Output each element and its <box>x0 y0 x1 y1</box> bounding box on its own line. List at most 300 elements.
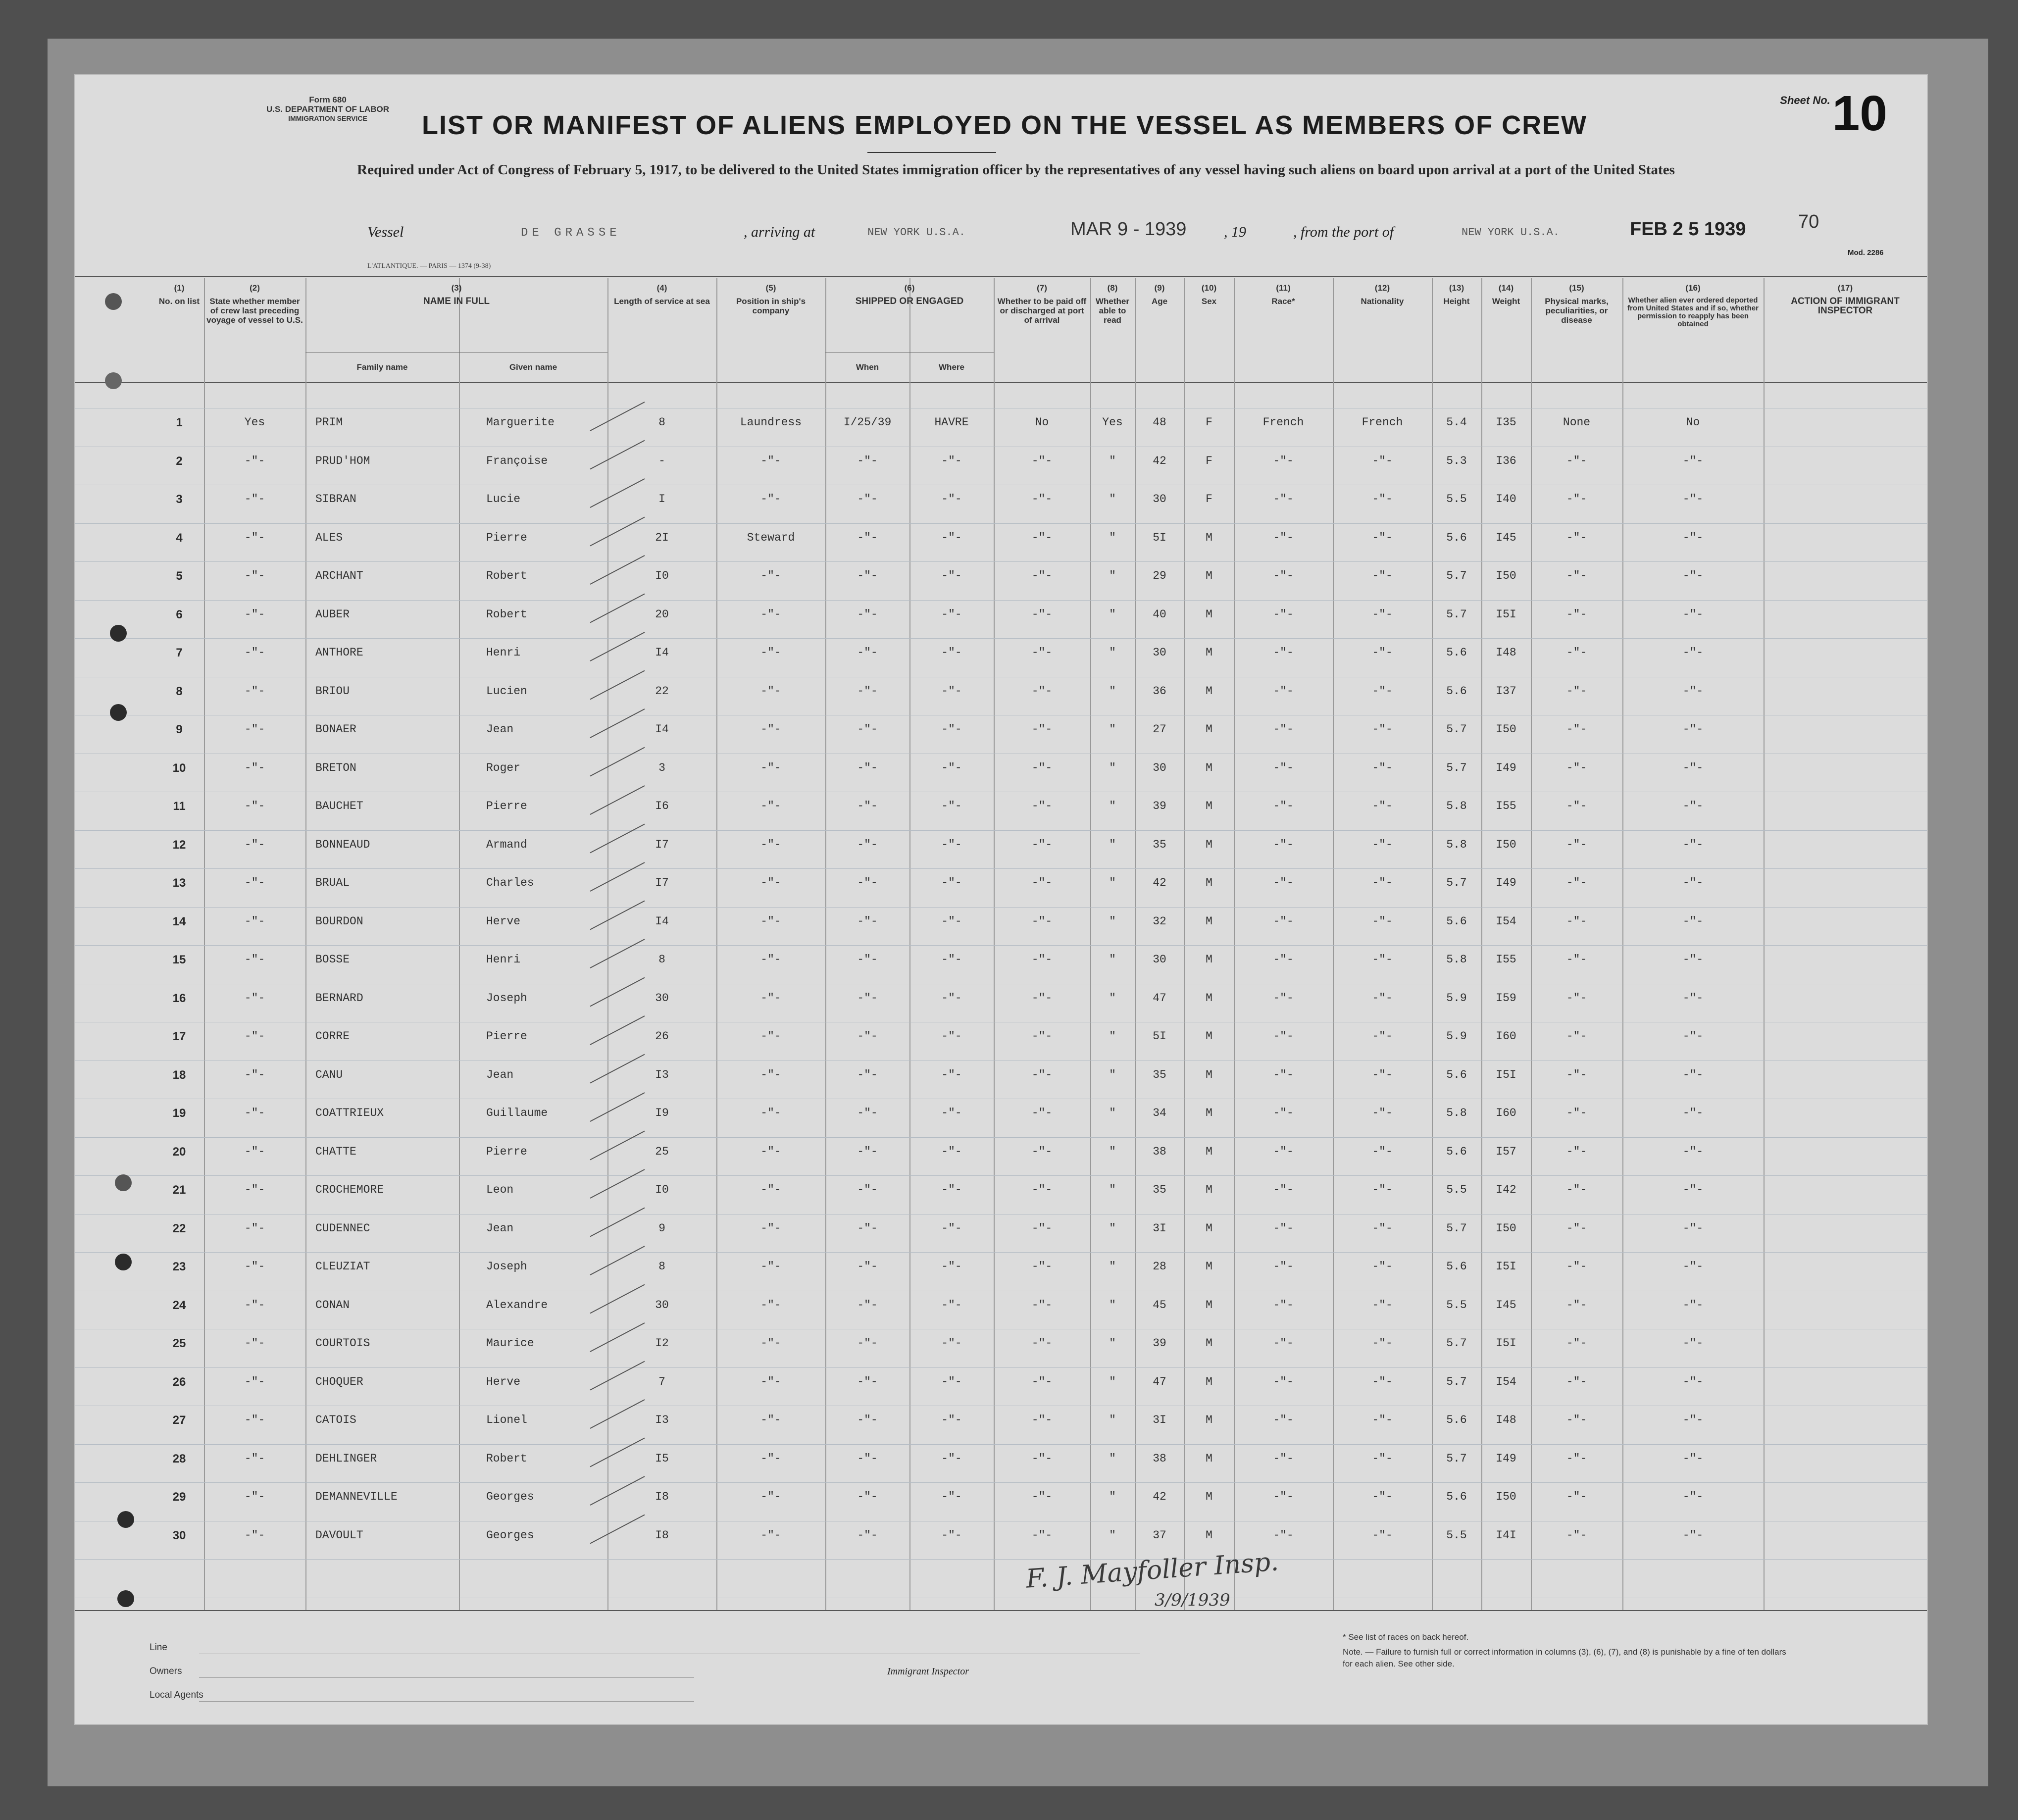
cell-prev: -"- <box>244 1528 265 1542</box>
cell-read: " <box>1109 800 1116 812</box>
cell-prev: -"- <box>244 914 265 928</box>
cell-no: 3 <box>176 493 183 506</box>
column-label: Race* <box>1271 297 1295 306</box>
cell-marks: -"- <box>1566 646 1587 659</box>
cell-paid-off: -"- <box>1031 646 1053 659</box>
from-port-label: , from the port of <box>1293 224 1394 240</box>
cell-given: Lionel <box>486 1414 527 1426</box>
cell-family: BONAER <box>315 723 356 736</box>
cell-sex: M <box>1206 800 1212 812</box>
cell-read: " <box>1109 454 1116 467</box>
column-number: (2) <box>250 283 260 293</box>
cell-no: 12 <box>172 838 186 852</box>
cell-prev: -"- <box>244 761 265 774</box>
cell-deported: -"- <box>1682 569 1704 582</box>
cell-race: -"- <box>1273 1107 1294 1119</box>
binder-hole <box>117 1511 134 1528</box>
cell-race: -"- <box>1273 1414 1294 1426</box>
cell-no: 16 <box>172 991 186 1005</box>
cell-no: 4 <box>176 531 183 545</box>
cell-when: -"- <box>857 569 878 582</box>
cell-sex: F <box>1206 416 1212 429</box>
cell-family: CHOQUER <box>315 1375 363 1388</box>
cell-paid-off: -"- <box>1031 1298 1053 1312</box>
cell-read: " <box>1109 1414 1116 1426</box>
cell-where: -"- <box>941 1528 962 1542</box>
cell-nationality: -"- <box>1372 953 1393 966</box>
cell-service: I3 <box>655 1068 669 1081</box>
cell-sex: M <box>1206 1452 1212 1465</box>
cell-weight: I40 <box>1496 493 1516 506</box>
cell-family: CATOIS <box>315 1414 356 1426</box>
cell-family: CROCHEMORE <box>315 1183 384 1196</box>
cell-when: -"- <box>857 454 878 467</box>
cell-deported: -"- <box>1682 1260 1704 1273</box>
check-mark <box>590 1400 645 1428</box>
cell-nationality: -"- <box>1372 1145 1393 1158</box>
cell-service: 2I <box>655 531 669 544</box>
cell-sex: F <box>1206 454 1212 467</box>
cell-age: 3I <box>1153 1414 1166 1426</box>
cell-family: DAVOULT <box>315 1528 363 1542</box>
cell-family: CUDENNEC <box>315 1221 370 1235</box>
cell-service: 20 <box>655 607 669 621</box>
cell-marks: -"- <box>1566 991 1587 1005</box>
cell-age: 40 <box>1153 607 1166 621</box>
cell-deported: -"- <box>1682 1145 1704 1158</box>
cell-read: " <box>1109 1107 1116 1119</box>
cell-where: HAVRE <box>934 416 969 429</box>
cell-height: 5.6 <box>1446 1414 1467 1426</box>
department-name: U.S. DEPARTMENT OF LABOR <box>266 104 390 114</box>
cell-sex: M <box>1206 1375 1212 1388</box>
cell-deported: -"- <box>1682 1337 1704 1350</box>
cell-given: Alexandre <box>486 1298 548 1312</box>
cell-no: 29 <box>172 1490 186 1504</box>
cell-age: 34 <box>1153 1107 1166 1119</box>
cell-deported: -"- <box>1682 953 1704 966</box>
cell-prev: -"- <box>244 1337 265 1350</box>
local-agents-label: Local Agents <box>150 1690 203 1700</box>
cell-deported: -"- <box>1682 991 1704 1005</box>
check-mark <box>590 1016 645 1045</box>
cell-nationality: -"- <box>1372 800 1393 812</box>
cell-read: " <box>1109 1145 1116 1158</box>
cell-given: Marguerite <box>486 416 555 429</box>
cell-family: ALES <box>315 531 343 544</box>
cell-paid-off: -"- <box>1031 1375 1053 1388</box>
page-title: LIST OR MANIFEST OF ALIENS EMPLOYED ON THE VESSEL AS MEMBERS OF CREW <box>422 110 1588 140</box>
cell-height: 5.8 <box>1446 953 1467 966</box>
cell-nationality: -"- <box>1372 1030 1393 1043</box>
binder-hole <box>105 372 122 389</box>
cell-marks: -"- <box>1566 531 1587 544</box>
cell-given: Henri <box>486 953 521 966</box>
check-mark <box>590 709 645 738</box>
cell-race: -"- <box>1273 1260 1294 1273</box>
cell-deported: -"- <box>1682 723 1704 736</box>
cell-nationality: -"- <box>1372 454 1393 467</box>
cell-sex: M <box>1206 1068 1212 1081</box>
cell-no: 11 <box>173 800 186 813</box>
cell-marks: -"- <box>1566 1030 1587 1043</box>
cell-weight: I60 <box>1496 1030 1516 1043</box>
cell-family: COURTOIS <box>315 1337 370 1350</box>
cell-marks: -"- <box>1566 569 1587 582</box>
cell-given: Guillaume <box>486 1107 548 1119</box>
cell-sex: M <box>1206 1030 1212 1043</box>
manifest-sheet <box>74 74 1928 1725</box>
cell-no: 15 <box>172 953 186 966</box>
cell-family: CORRE <box>315 1030 350 1043</box>
cell-weight: I5I <box>1496 1068 1516 1081</box>
check-mark <box>590 901 645 930</box>
cell-marks: -"- <box>1566 454 1587 467</box>
cell-race: -"- <box>1273 646 1294 659</box>
cell-race: -"- <box>1273 684 1294 698</box>
cell-when: -"- <box>857 876 878 889</box>
cell-sex: M <box>1206 607 1212 621</box>
cell-where: -"- <box>941 1375 962 1388</box>
cell-weight: I5I <box>1496 607 1516 621</box>
cell-sex: M <box>1206 1414 1212 1426</box>
cell-age: 45 <box>1153 1298 1166 1312</box>
cell-sex: M <box>1206 1145 1212 1158</box>
cell-position: -"- <box>760 454 781 467</box>
cell-when: -"- <box>857 1260 878 1273</box>
cell-prev: -"- <box>244 1298 265 1312</box>
cell-no: 17 <box>172 1030 186 1043</box>
cell-deported: -"- <box>1682 1183 1704 1196</box>
cell-given: Robert <box>486 569 527 582</box>
check-mark <box>590 402 645 431</box>
cell-marks: -"- <box>1566 1452 1587 1465</box>
cell-prev: -"- <box>244 953 265 966</box>
cell-read: " <box>1109 1298 1116 1312</box>
inspector-signature: F. J. Mayfoller Insp. <box>1025 1547 1280 1594</box>
cell-prev: -"- <box>244 1490 265 1503</box>
cell-position: -"- <box>760 1528 781 1542</box>
column-number: (3) <box>451 283 462 293</box>
cell-weight: I50 <box>1496 1490 1516 1503</box>
cell-service: I3 <box>655 1414 669 1426</box>
races-note: * See list of races on back hereof. <box>1343 1632 1469 1642</box>
cell-sex: M <box>1206 531 1212 544</box>
cell-service: I8 <box>655 1490 669 1503</box>
column-number: (16) <box>1685 283 1701 293</box>
check-mark <box>590 1131 645 1160</box>
cell-where: -"- <box>941 1452 962 1465</box>
cell-service: 9 <box>658 1221 665 1235</box>
cell-given: Henri <box>486 646 521 659</box>
cell-prev: -"- <box>244 684 265 698</box>
cell-age: 36 <box>1153 684 1166 698</box>
cell-position: -"- <box>760 1068 781 1081</box>
check-mark <box>590 632 645 661</box>
cell-when: -"- <box>857 684 878 698</box>
cell-weight: I57 <box>1496 1145 1516 1158</box>
cell-position: -"- <box>760 1375 781 1388</box>
cell-no: 21 <box>172 1183 186 1197</box>
cell-family: CHATTE <box>315 1145 356 1158</box>
cell-read: " <box>1109 1260 1116 1273</box>
column-label: SHIPPED OR ENGAGED <box>855 296 964 306</box>
cell-nationality: -"- <box>1372 1068 1393 1081</box>
cell-family: BRIOU <box>315 684 350 698</box>
cell-height: 5.9 <box>1446 991 1467 1005</box>
cell-marks: -"- <box>1566 1107 1587 1119</box>
check-mark <box>590 786 645 814</box>
cell-where: -"- <box>941 1107 962 1119</box>
cell-paid-off: -"- <box>1031 838 1053 851</box>
cell-deported: -"- <box>1682 1221 1704 1235</box>
cell-prev: -"- <box>244 723 265 736</box>
cell-where: -"- <box>941 607 962 621</box>
cell-given: Herve <box>486 914 521 928</box>
cell-paid-off: -"- <box>1031 876 1053 889</box>
check-mark <box>590 978 645 1007</box>
cell-no: 19 <box>172 1107 186 1120</box>
column-number: (11) <box>1276 283 1291 293</box>
cell-paid-off: -"- <box>1031 953 1053 966</box>
cell-when: -"- <box>857 1375 878 1388</box>
cell-where: -"- <box>941 569 962 582</box>
cell-read: " <box>1109 531 1116 544</box>
cell-given: Joseph <box>486 991 527 1005</box>
cell-given: Lucien <box>486 684 527 698</box>
cell-read: " <box>1109 569 1116 582</box>
column-label: Whether to be paid off or discharged at port of arrival <box>997 297 1087 325</box>
cell-deported: -"- <box>1682 1298 1704 1312</box>
cell-race: -"- <box>1273 1490 1294 1503</box>
vessel-name: DE GRASSE <box>521 226 621 240</box>
cell-read: " <box>1109 1183 1116 1196</box>
cell-race: -"- <box>1273 800 1294 812</box>
mod-number: Mod. 2286 <box>1848 249 1884 257</box>
cell-paid-off: -"- <box>1031 1107 1053 1119</box>
cell-service: 30 <box>655 991 669 1005</box>
cell-weight: I50 <box>1496 569 1516 582</box>
cell-paid-off: -"- <box>1031 1528 1053 1542</box>
cell-paid-off: -"- <box>1031 569 1053 582</box>
cell-no: 26 <box>172 1375 186 1389</box>
cell-family: BRETON <box>315 761 356 774</box>
cell-height: 5.5 <box>1446 493 1467 506</box>
cell-position: -"- <box>760 1183 781 1196</box>
cell-when: -"- <box>857 1183 878 1196</box>
check-mark <box>590 479 645 507</box>
cell-height: 5.5 <box>1446 1183 1467 1196</box>
cell-service: I2 <box>655 1337 669 1350</box>
cell-read: " <box>1109 1452 1116 1465</box>
cell-deported: -"- <box>1682 607 1704 621</box>
cell-height: 5.7 <box>1446 1221 1467 1235</box>
cell-height: 5.5 <box>1446 1528 1467 1542</box>
cell-read: " <box>1109 761 1116 774</box>
cell-sex: M <box>1206 1298 1212 1312</box>
line-label: Line <box>150 1642 167 1653</box>
cell-height: 5.7 <box>1446 1452 1467 1465</box>
check-mark <box>590 1246 645 1275</box>
cell-race: -"- <box>1273 1183 1294 1196</box>
column-number: (12) <box>1374 283 1390 293</box>
immigrant-inspector-label: Immigrant Inspector <box>887 1666 969 1677</box>
cell-family: BOSSE <box>315 953 350 966</box>
cell-deported: -"- <box>1682 531 1704 544</box>
cell-position: -"- <box>760 953 781 966</box>
cell-family: SIBRAN <box>315 493 356 506</box>
cell-weight: I50 <box>1496 723 1516 736</box>
cell-race: -"- <box>1273 1528 1294 1542</box>
cell-no: 24 <box>172 1298 186 1312</box>
cell-no: 30 <box>172 1528 186 1542</box>
cell-deported: -"- <box>1682 914 1704 928</box>
cell-position: -"- <box>760 607 781 621</box>
column-number: (6) <box>904 283 915 293</box>
cell-weight: I50 <box>1496 1221 1516 1235</box>
cell-age: 30 <box>1153 761 1166 774</box>
cell-given: Roger <box>486 761 521 774</box>
cell-where: -"- <box>941 493 962 506</box>
cell-race: -"- <box>1273 838 1294 851</box>
cell-read: " <box>1109 953 1116 966</box>
cell-position: -"- <box>760 684 781 698</box>
cell-position: -"- <box>760 838 781 851</box>
cell-marks: -"- <box>1566 1528 1587 1542</box>
cell-service: 26 <box>655 1030 669 1043</box>
cell-paid-off: -"- <box>1031 1068 1053 1081</box>
cell-paid-off: -"- <box>1031 1183 1053 1196</box>
cell-service: 25 <box>655 1145 669 1158</box>
cell-no: 6 <box>176 607 183 621</box>
column-number: (4) <box>656 283 667 293</box>
cell-when: -"- <box>857 1490 878 1503</box>
cell-service: I4 <box>655 914 669 928</box>
cell-read: " <box>1109 1337 1116 1350</box>
cell-position: -"- <box>760 1145 781 1158</box>
cell-position: -"- <box>760 1452 781 1465</box>
cell-where: -"- <box>941 838 962 851</box>
cell-family: DEMANNEVILLE <box>315 1490 398 1503</box>
cell-age: 47 <box>1153 1375 1166 1388</box>
cell-where: -"- <box>941 1490 962 1503</box>
cell-position: -"- <box>760 1337 781 1350</box>
cell-position: -"- <box>760 646 781 659</box>
cell-given: Maurice <box>486 1337 534 1350</box>
from-port: NEW YORK U.S.A. <box>1462 226 1560 239</box>
cell-height: 5.6 <box>1446 1145 1467 1158</box>
cell-prev: Yes <box>244 416 265 429</box>
column-number: (7) <box>1037 283 1047 293</box>
cell-given: Joseph <box>486 1260 527 1273</box>
cell-position: -"- <box>760 800 781 812</box>
cell-weight: I35 <box>1496 416 1516 429</box>
cell-where: -"- <box>941 1221 962 1235</box>
column-number: (8) <box>1107 283 1118 293</box>
sheet-label: Sheet No. <box>1780 94 1830 106</box>
cell-deported: -"- <box>1682 493 1704 506</box>
cell-position: -"- <box>760 493 781 506</box>
cell-marks: -"- <box>1566 1375 1587 1388</box>
check-mark <box>590 862 645 891</box>
cell-sex: M <box>1206 953 1212 966</box>
cell-height: 5.6 <box>1446 1490 1467 1503</box>
fine-note <box>1343 1646 1788 1670</box>
cell-prev: -"- <box>244 1414 265 1426</box>
cell-no: 2 <box>176 454 183 468</box>
cell-weight: I45 <box>1496 1298 1516 1312</box>
cell-no: 14 <box>172 914 186 928</box>
cell-marks: -"- <box>1566 1298 1587 1312</box>
cell-height: 5.7 <box>1446 607 1467 621</box>
cell-age: 30 <box>1153 493 1166 506</box>
cell-prev: -"- <box>244 1030 265 1043</box>
cell-prev: -"- <box>244 1107 265 1119</box>
cell-deported: -"- <box>1682 454 1704 467</box>
cell-race: -"- <box>1273 761 1294 774</box>
cell-service: 22 <box>655 684 669 698</box>
check-mark <box>590 1285 645 1314</box>
cell-age: 38 <box>1153 1452 1166 1465</box>
cell-paid-off: -"- <box>1031 1490 1053 1503</box>
cell-family: BERNARD <box>315 991 363 1005</box>
cell-paid-off: -"- <box>1031 800 1053 812</box>
cell-paid-off: -"- <box>1031 1030 1053 1043</box>
owners-label: Owners <box>150 1666 182 1676</box>
cell-when: -"- <box>857 761 878 774</box>
cell-deported: -"- <box>1682 800 1704 812</box>
cell-given: Herve <box>486 1375 521 1388</box>
cell-height: 5.6 <box>1446 531 1467 544</box>
cell-nationality: -"- <box>1372 1528 1393 1542</box>
cell-family: BOURDON <box>315 914 363 928</box>
cell-deported: -"- <box>1682 1414 1704 1426</box>
cell-given: Jean <box>486 1221 514 1235</box>
cell-marks: -"- <box>1566 607 1587 621</box>
cell-age: 35 <box>1153 838 1166 851</box>
cell-when: -"- <box>857 1337 878 1350</box>
cell-position: -"- <box>760 723 781 736</box>
cell-nationality: -"- <box>1372 569 1393 582</box>
cell-race: -"- <box>1273 1452 1294 1465</box>
cell-height: 5.6 <box>1446 646 1467 659</box>
cell-age: 32 <box>1153 914 1166 928</box>
cell-where: -"- <box>941 1298 962 1312</box>
cell-sex: M <box>1206 1528 1212 1542</box>
cell-sex: M <box>1206 684 1212 698</box>
column-label: Nationality <box>1361 297 1404 306</box>
cell-nationality: -"- <box>1372 1260 1393 1273</box>
cell-where: -"- <box>941 761 962 774</box>
cell-weight: I59 <box>1496 991 1516 1005</box>
cell-family: BAUCHET <box>315 800 363 812</box>
cell-family: CANU <box>315 1068 343 1081</box>
check-mark <box>590 1438 645 1467</box>
cell-nationality: -"- <box>1372 838 1393 851</box>
cell-service: 7 <box>658 1375 665 1388</box>
cell-no: 13 <box>172 876 186 890</box>
cell-race: -"- <box>1273 723 1294 736</box>
cell-height: 5.7 <box>1446 1337 1467 1350</box>
cell-race: -"- <box>1273 493 1294 506</box>
cell-read: " <box>1109 876 1116 889</box>
cell-race: -"- <box>1273 569 1294 582</box>
cell-read: " <box>1109 1528 1116 1542</box>
cell-where: -"- <box>941 1260 962 1273</box>
cell-age: 39 <box>1153 800 1166 812</box>
cell-height: 5.5 <box>1446 1298 1467 1312</box>
cell-height: 5.6 <box>1446 1068 1467 1081</box>
